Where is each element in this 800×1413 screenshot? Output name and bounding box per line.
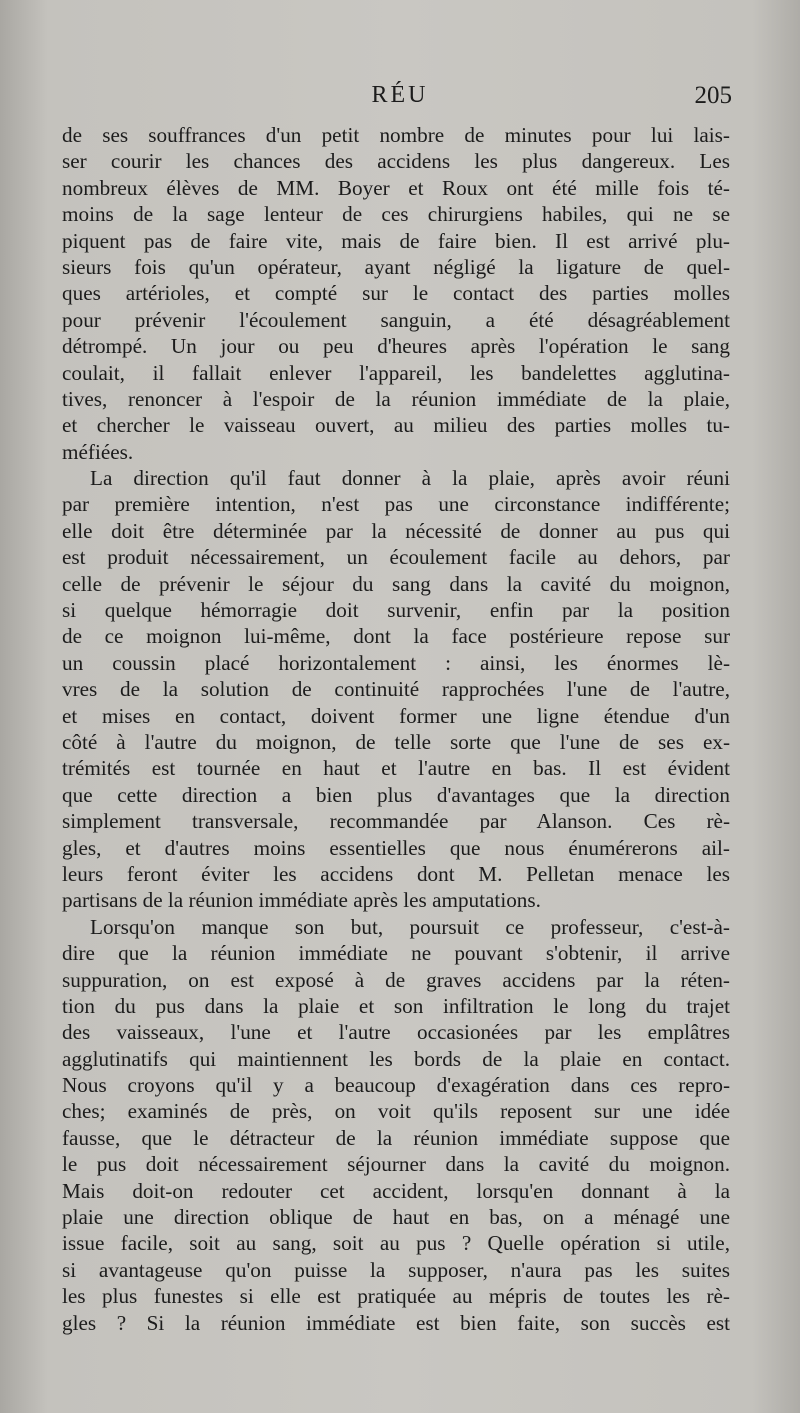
paragraph-start-line: La direction qu'il faut donner à la plaie, après avoir réuni	[90, 466, 730, 491]
text-line: elle doit être déterminée par la nécessité de donner au pus qui	[62, 518, 730, 543]
text-line: plaie une direction oblique de haut en bas, on a ménagé une	[62, 1205, 730, 1230]
text-line: tion du pus dans la plaie et son infiltration le long du trajet	[62, 993, 730, 1018]
text-line: ser courir les chances des accidens les plus dangereux. Les	[62, 149, 730, 174]
text-line: nombreux élèves de MM. Boyer et Roux ont été mille fois té-	[62, 175, 730, 200]
text-line: côté à l'autre du moignon, de telle sorte que l'une de ses ex-	[62, 729, 730, 754]
body-text	[62, 122, 730, 1336]
paragraph-start-line: Lorsqu'on manque son but, poursuit ce professeur, c'est-à-	[90, 914, 730, 939]
text-line: détrompé. Un jour ou peu d'heures après l'opération le sang	[62, 334, 730, 359]
text-line: dire que la réunion immédiate ne pouvant s'obtenir, il arrive	[62, 941, 730, 966]
text-line: celle de prévenir le séjour du sang dans la cavité du moignon,	[62, 571, 730, 596]
text-line: et chercher le vaisseau ouvert, au milieu des parties molles tu-	[62, 413, 730, 438]
text-line: de ce moignon lui-même, dont la face postérieure repose sur	[62, 624, 730, 649]
text-line: le pus doit nécessairement séjourner dans la cavité du moignon.	[62, 1152, 730, 1177]
text-line: trémités est tournée en haut et l'autre en bas. Il est évident	[62, 756, 730, 781]
text-line: suppuration, on est exposé à de graves accidens par la réten-	[62, 967, 730, 992]
text-line: et mises en contact, doivent former une ligne étendue d'un	[62, 703, 730, 728]
text-line: tives, renoncer à l'espoir de la réunion immédiate de la plaie,	[62, 386, 730, 411]
text-line: fausse, que le détracteur de la réunion immédiate suppose que	[62, 1125, 730, 1150]
text-line: vres de la solution de continuité rapprochées l'une de l'autre,	[62, 677, 730, 702]
text-line: de ses souffrances d'un petit nombre de minutes pour lui lais-	[62, 123, 730, 147]
text-line: des vaisseaux, l'une et l'autre occasionées par les emplâtres	[62, 1020, 730, 1045]
text-line: si quelque hémorragie doit survenir, enfin par la position	[62, 598, 730, 623]
text-line: sieurs fois qu'un opérateur, ayant négligé la ligature de quel-	[62, 254, 730, 279]
text-line: les plus funestes si elle est pratiquée au mépris de toutes les rè-	[62, 1284, 730, 1309]
text-line: moins de la sage lenteur de ces chirurgiens habiles, qui ne se	[62, 202, 730, 227]
text-line: issue facile, soit au sang, soit au pus ? Quelle opération si utile,	[62, 1231, 730, 1256]
text-line: coulait, il fallait enlever l'appareil, les bandelettes agglutina-	[62, 360, 730, 385]
text-line: simplement transversale, recommandée par Alanson. Ces rè-	[62, 809, 730, 834]
text-line: piquent pas de faire vite, mais de faire bien. Il est arrivé plu-	[62, 228, 730, 253]
text-line: que cette direction a bien plus d'avantages que la direction	[62, 782, 730, 807]
text-line: un coussin placé horizontalement : ainsi, les énormes lè-	[62, 650, 730, 675]
text-line: Mais doit-on redouter cet accident, lorsqu'en donnant à la	[62, 1178, 730, 1203]
text-line: leurs feront éviter les accidens dont M. Pelletan menace les	[62, 861, 730, 886]
text-line: méfiées.	[62, 439, 134, 464]
text-line: partisans de la réunion immédiate après les amputations.	[62, 888, 541, 913]
running-title: RÉU	[371, 82, 429, 108]
text-line: gles ? Si la réunion immédiate est bien faite, son succès est	[62, 1310, 730, 1335]
text-line: agglutinatifs qui maintiennent les bords de la plaie en contact.	[62, 1046, 730, 1071]
text-line: si avantageuse qu'on puisse la supposer, n'aura pas les suites	[62, 1257, 730, 1282]
text-line: est produit nécessairement, un écoulement facile au dehors, par	[62, 545, 730, 570]
text-line: gles, et d'autres moins essentielles que nous énumérerons ail-	[62, 835, 730, 860]
text-line: ques artérioles, et compté sur le contact des parties molles	[62, 281, 730, 306]
text-line: pour prévenir l'écoulement sanguin, a été désagréablement	[62, 307, 730, 332]
page-header	[0, 82, 800, 122]
page-number: 205	[694, 82, 732, 109]
text-line: par première intention, n'est pas une circonstance indifférente;	[62, 492, 730, 517]
text-line: Nous croyons qu'il y a beaucoup d'exagération dans ces repro-	[62, 1073, 730, 1098]
text-line: ches; examinés de près, on voit qu'ils reposent sur une idée	[62, 1099, 730, 1124]
